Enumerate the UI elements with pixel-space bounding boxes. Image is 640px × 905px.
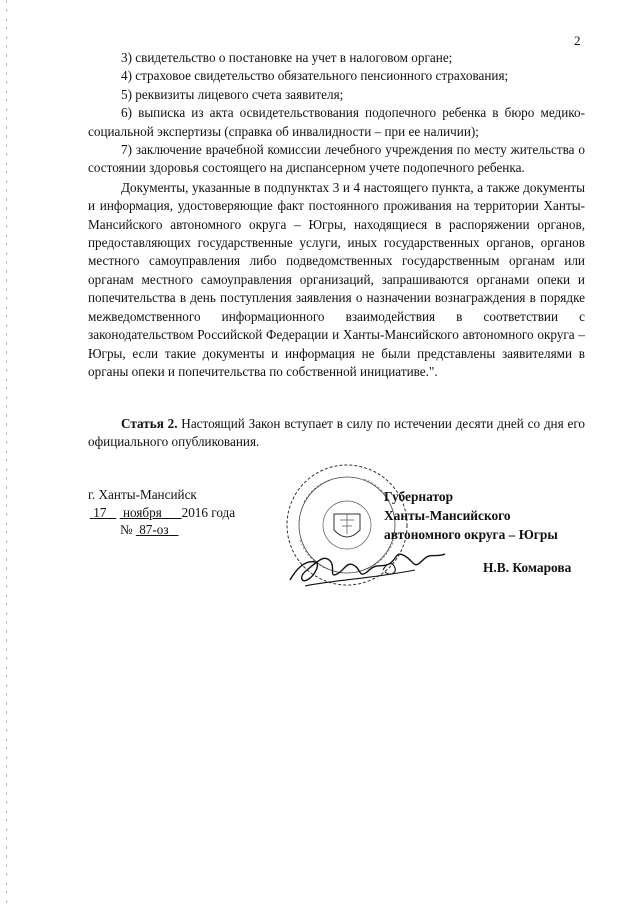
list-item-5: 5) реквизиты лицевого счета заявителя; — [121, 86, 344, 102]
list-item-3: 3) свидетельство о постановке на учет в налоговом органе; — [121, 50, 453, 65]
law-number-prefix: № — [120, 522, 133, 537]
date-year: 2016 года — [181, 505, 236, 520]
list-item-4: 4) страховое свидетельство обязательного пенсионного страхования; — [121, 68, 509, 84]
governor-title — [384, 487, 558, 544]
date-month: ноября — [122, 505, 162, 520]
law-number — [120, 521, 178, 539]
article-label: Статья 2. — [121, 416, 178, 431]
scan-edge — [6, 0, 7, 905]
place-of-signing: г. Ханты-Мансийск — [88, 487, 197, 502]
governor-line-2: Ханты-Мансийского — [384, 508, 511, 523]
page-number: 2 — [574, 33, 581, 48]
signer-name: Н.В. Комарова — [483, 560, 572, 575]
article-text: Настоящий Закон вступает в силу по истечении десяти дней со дня его официального опубликования. — [88, 416, 585, 450]
handwritten-signature — [285, 540, 455, 590]
list-item-7: 7) заключение врачебной комиссии лечебного учреждения по месту жительства о состоянии здоровья состоящего на диспансерном учете подопечного ребенка. — [88, 142, 585, 176]
article-2 — [88, 415, 585, 452]
documents-paragraph: Документы, указанные в подпунктах 3 и 4 настоящего пункта, а также документы и информация, удостоверяющие факт постоянного проживания на территории Ханты-Мансийского автономного округа – Югры, находящиеся в распоряжении органов, предоставляющих государственные услуги, иных государственных органов, органов местного самоуправления либо подведомственных государственным органам или органам местного самоуправления организаций, запрашиваются органами опеки и попечительства в день поступления заявления о назначении вознаграждения в порядке межведомственного информационного взаимодействия в соответствии с законодательством Российской Федерации и Ханты-Мансийского автономного округа – Югры, если такие документы и информация не были представлены заявителями в органы опеки и попечительства по собственной инициативе.". — [88, 179, 585, 379]
list-block — [88, 49, 585, 381]
signing-date — [90, 504, 235, 522]
governor-line-1: Губернатор — [384, 489, 454, 504]
law-number-value: 87-оз — [139, 522, 169, 537]
governor-line-3: автономного округа – Югры — [384, 527, 558, 542]
list-item-6: 6) выписка из акта освидетельствования подопечного ребенка в бюро медико-социальной экспертизы (справка об инвалидности – при ее наличии); — [88, 105, 585, 139]
date-day: 17 — [93, 505, 107, 520]
